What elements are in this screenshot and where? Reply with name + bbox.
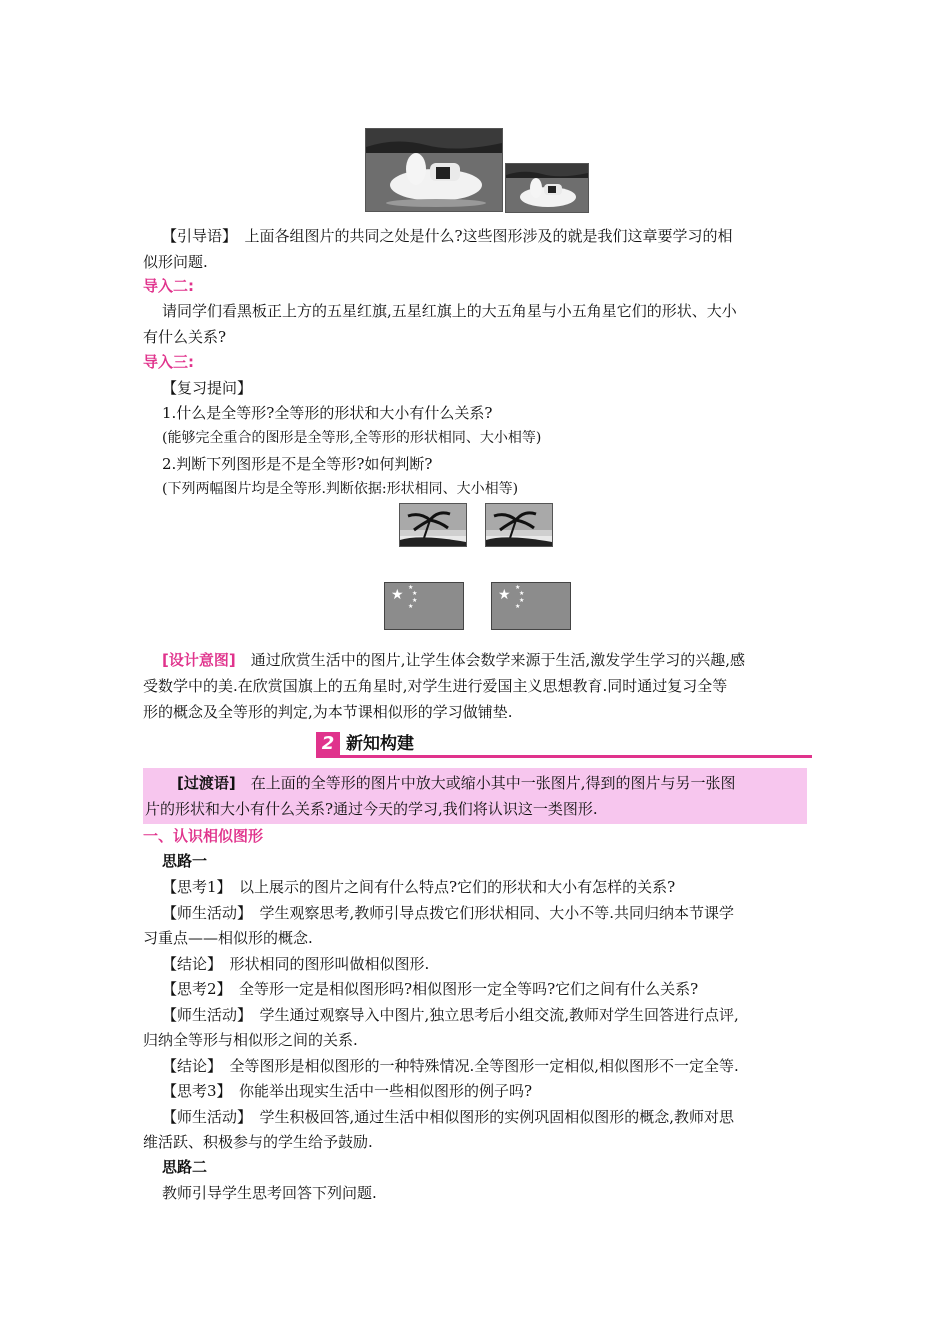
route-one-heading: 思路一 — [162, 852, 208, 870]
activity-1-line-2: 习重点——相似形的概念. — [143, 929, 313, 947]
think-1: 【思考1】 以上展示的图片之间有什么特点?它们的形状和大小有怎样的关系? — [162, 878, 676, 896]
section-header-new-knowledge — [316, 732, 812, 756]
activity-2-line-2: 归纳全等形与相似形之间的关系. — [143, 1031, 358, 1049]
palm-tree-image-right — [486, 504, 552, 546]
route-two-heading: 思路二 — [162, 1158, 208, 1176]
question-1: 1.什么是全等形?全等形的形状和大小有什么关系? — [162, 404, 493, 422]
activity-3-line-2: 维活跃、积极参与的学生给予鼓励. — [143, 1133, 373, 1151]
big-star-icon: ★ — [391, 587, 404, 603]
section-title: 新知构建 — [346, 734, 414, 754]
small-star-icon: ★ — [515, 603, 521, 610]
flag-left — [384, 582, 464, 630]
lead-in-label: 【引导语】 — [162, 227, 230, 245]
small-star-icon: ★ — [408, 603, 414, 610]
small-star-icon: ★ — [515, 584, 521, 591]
design-intent-label: [设计意图] — [162, 651, 236, 669]
conclusion-2: 【结论】 全等图形是相似图形的一种特殊情况.全等图形一定相似,相似图形不一定全等. — [162, 1057, 739, 1075]
section-number: 2 — [316, 732, 340, 756]
intro-two-line-1: 请同学们看黑板正上方的五星红旗,五星红旗上的大五角星与小五角星它们的形状、大小 — [162, 302, 737, 320]
small-star-icon: ★ — [519, 597, 525, 604]
conclusion-1: 【结论】 形状相同的图形叫做相似图形. — [162, 955, 430, 973]
small-star-icon: ★ — [408, 584, 414, 591]
transition-line-1: [过渡语] 在上面的全等形的图片中放大或缩小其中一张图片,得到的图片与另一张图 — [177, 774, 736, 792]
palm-photo-right — [485, 503, 553, 547]
palm-photo-left — [399, 503, 467, 547]
small-star-icon: ★ — [412, 590, 418, 597]
swan-boat-image-small — [506, 164, 588, 212]
flag-right — [491, 582, 571, 630]
transition-callout — [143, 768, 807, 824]
design-intent-line-1: [设计意图] 通过欣赏生活中的图片,让学生体会数学来源于生活,激发学生学习的兴趣,感 — [162, 651, 746, 669]
think-3: 【思考3】 你能举出现实生活中一些相似图形的例子吗? — [162, 1082, 533, 1100]
activity-2-line-1: 【师生活动】 学生通过观察导入中图片,独立思考后小组交流,教师对学生回答进行点评, — [162, 1006, 739, 1024]
answer-1: (能够完全重合的图形是全等形,全等形的形状相同、大小相等) — [162, 430, 542, 446]
swan-boat-image-large — [366, 129, 502, 211]
section-rule — [316, 755, 812, 758]
part-one-heading: 一、认识相似图形 — [143, 827, 264, 845]
transition-label: [过渡语] — [177, 774, 236, 792]
palm-tree-image-left — [400, 504, 466, 546]
small-star-icon: ★ — [519, 590, 525, 597]
intro-three-heading: 导入三: — [143, 353, 194, 371]
intro-two-line-2: 有什么关系? — [143, 328, 227, 346]
activity-1-line-1: 【师生活动】 学生观察思考,教师引导点拨它们形状相同、大小不等.共同归纳本节课学 — [162, 904, 735, 922]
review-questions-label: 【复习提问】 — [162, 379, 253, 397]
swan-boat-photo-large — [365, 128, 503, 212]
intro-two-heading: 导入二: — [143, 277, 194, 295]
final-line: 教师引导学生思考回答下列问题. — [162, 1184, 377, 1202]
think-2: 【思考2】 全等形一定是相似图形吗?相似图形一定全等吗?它们之间有什么关系? — [162, 980, 699, 998]
activity-3-line-1: 【师生活动】 学生积极回答,通过生活中相似图形的实例巩固相似图形的概念,教师对思 — [162, 1108, 735, 1126]
design-intent-line-2: 受数学中的美.在欣赏国旗上的五角星时,对学生进行爱国主义思想教育.同时通过复习全等 — [143, 677, 728, 695]
small-star-icon: ★ — [412, 597, 418, 604]
big-star-icon: ★ — [498, 587, 511, 603]
question-2: 2.判断下列图形是不是全等形?如何判断? — [162, 455, 433, 473]
transition-line-2: 片的形状和大小有什么关系?通过今天的学习,我们将认识这一类图形. — [145, 800, 598, 818]
lead-in-paragraph-line-2: 似形问题. — [143, 253, 208, 271]
design-intent-line-3: 形的概念及全等形的判定,为本节课相似形的学习做铺垫. — [143, 703, 513, 721]
answer-2: (下列两幅图片均是全等形.判断依据:形状相同、大小相等) — [162, 481, 519, 497]
lead-in-paragraph-line-1: 【引导语】 上面各组图片的共同之处是什么?这些图形涉及的就是我们这章要学习的相 — [162, 227, 733, 245]
swan-boat-photo-small — [505, 163, 589, 213]
